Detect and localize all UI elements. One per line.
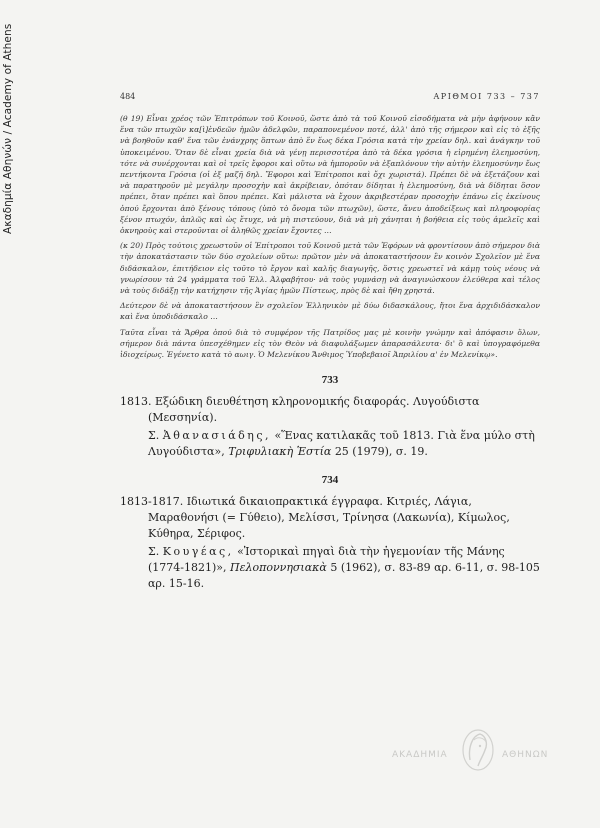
athena-seal-icon bbox=[458, 726, 498, 778]
entry-reference bbox=[120, 544, 540, 592]
quote-paragraph: (θ 19) Εἶναι χρέος τῶν Ἐπιτρόπων τοῦ Κοινοῦ, ὥστε ἀπὸ τὰ τοῦ Κοινοῦ εἰσοδήματα νὰ μὴν ἀφήνουν κἂν ἕνα τῶν πτωχῶν κα[ὶ]ἐνδεῶν ἡμῶν ἀδελφῶν, παραπονεμένον ποτέ, ἀλλ' ἀπὸ τῆς σήμερον καὶ εἰς τὸ ἑξῆς νὰ βοηθοῦν καθ' ἕνα τῶν ἐνάνχρης ὅπτων ἀπὸ ἕν ἕως δέκα Γρόσια κατὰ τὴν χρείαν δηλ. καὶ ἀνάγκην τοῦ ὑποκειμένου. Ὅταν δὲ εἶναι χρεία διὰ νὰ γένῃ περισσοτέρα ἀπὸ τὰ δέκα γρόσια ἡ εἰρημένη ἐλεημοσύνη, τότε νὰ συνέρχονται καὶ οἱ τρεῖς ἔφοροι καὶ οὕτω νὰ ἠμποροῦν νὰ ἐξαπλόνουν τὴν αὐτὴν ἐλεημοσύνην ἕως πεντήκοντα Γρόσια (οἱ ἐξ μαζῆ δηλ. Ἔφοροι καὶ Ἐπίτροποι καὶ ὄχι χωριστά). Πρέπει δὲ νὰ ἐξετάζουν καὶ νὰ παρατηροῦν μὲ μεγάλην προσοχὴν καὶ ἀκρίβειαν, ὁπόταν δίδηται ἡ ἐλεημοσύνη, διὰ νὰ δίδηται ὅσον πρέπει, ὅταν πρέπει καὶ ὅπου πρέπει. Καὶ μάλιστα νὰ ἔχουν ἀκριβεστέραν προσοχὴν ἐπάνω εἰς ἐκείνους ὁπού ἔρχονται ἀπὸ ξένους τόπους (ὑπὸ τὸ ὄνομα τῶν πτωχῶν), ὥστε, ἄνευ ἀποδείξεως καὶ πληροφορίας ξένον πτωχόν, ἁπλῶς καὶ ὡς ἔτυχε, νὰ μὴ πιστεύουν, διὰ νὰ μὴ χάνηται ἡ βοήθεια εἰς τοὺς ἀμελεῖς καὶ ὀκνηροὺς καὶ στεροῦνται οἱ ἀληθῶς χρείαν ἔχοντες … bbox=[120, 114, 540, 236]
ref-title: «Ἱστορικαὶ πηγαὶ διὰ τὴν ἡγεμονίαν τῆς Μάνης (1774-1821)», bbox=[148, 545, 505, 575]
quote-paragraph: Ταῦτα εἶναι τὰ Ἄρθρα ὁπού διὰ τὸ συμφέρον τῆς Πατρίδος μας μὲ κοινὴν γνώμην καὶ ἀπόφασιν ὅλων, σήμερον διὰ πάντα ὑπεσχέθημεν εἰς τὸν Θεὸν νὰ διαφυλάξωμεν ἀπαρασάλευτα· δι' ὃ καὶ ὑπογραφόμεθα ἰδιοχείρως. Ἐγένετο κατὰ τὸ αωιγ. Ὁ Μελενίκου Ἄνθιμος Ὑποβεβαιοῖ Ἀπριλίου α' ἐν Μελενίκῳ». bbox=[120, 327, 540, 360]
entry-number: 734 bbox=[321, 474, 339, 487]
watermark-left-text: ΑΚΑΔΗΜΙΑ bbox=[392, 750, 448, 760]
ref-prefix: Σ. bbox=[148, 545, 160, 559]
running-title: ΑΡΙΘΜΟΙ 733 – 737 bbox=[433, 92, 540, 101]
watermark-right-text: ΑΘΗΝΩΝ bbox=[502, 750, 549, 760]
entry-description: 1813-1817. Ιδιωτικά δικαιοπρακτικά έγγραφα. Κιτριές, Λάγια, Μαραθονήσι (= Γύθειο), Μελίσσι, Τρίνησα (Λακωνία), Κίμωλος, Κύθηρα, Σέριφος. bbox=[120, 495, 510, 541]
document-page bbox=[120, 92, 540, 592]
ref-rest: 5 (1962), σ. 83-89 αρ. 6-11, σ. 98-105 αρ. 15-16. bbox=[148, 561, 540, 591]
ref-rest: 25 (1979), σ. 19. bbox=[334, 445, 428, 459]
page-number: 484 bbox=[120, 92, 136, 101]
academy-watermark bbox=[392, 722, 552, 782]
page-header bbox=[120, 92, 540, 101]
entry-reference bbox=[120, 428, 540, 460]
ref-journal: Τριφυλιακὴ Ἑστία bbox=[228, 445, 332, 459]
entry-description: 1813. Εξώδικη διευθέτηση κληρονομικής διαφοράς. Λυγούδιστα (Μεσσηνία). bbox=[120, 395, 480, 425]
ref-author: Ἀθανασιάδης, bbox=[162, 429, 272, 443]
ref-journal: Πελοποννησιακὰ bbox=[230, 561, 327, 575]
archive-side-label: Ακαδημία Αθηνών / Academy of Athens bbox=[2, 24, 14, 235]
ref-title: «Ἕνας κατιλακᾶς τοῦ 1813. Γιὰ ἕνα μύλο στὴ Λυγούδιστα», bbox=[148, 429, 535, 459]
entry-number: 733 bbox=[321, 374, 339, 387]
quote-paragraph: (κ 20) Πρὸς τούτοις χρεωστοῦν οἱ Ἐπίτροποι τοῦ Κοινοῦ μετὰ τῶν Ἐφόρων νὰ φροντίσουν ἀπὸ σήμερον διὰ τὴν ἀποκατάστασιν τῶν δύο σχολείων οὕτω: πρῶτον μὲν νὰ ἀποκαταστήσουν ἓν κοινὸν Σχολεῖον μὲ ἕνα διδάσκαλον, ἐπιτήδειον εἰς τοῦτο τὸ ἔργον καὶ καλῆς διαγωγῆς, ὅστις χρεωστεῖ νὰ κάμῃ τοὺς νέους νὰ γνωρίσουν τὰ 24 γράμματα τοῦ Ἑλλ. Ἀλφαβήτου· νὰ τοὺς γυμνάσῃ νὰ ἀναγινώσκουν ἐλεύθερα καὶ τέλος νὰ τοὺς διδάξῃ τὴν κατήχησιν τῆς Ἁγίας ἡμῶν Πίστεως, πρὸς δὲ καὶ ἤθη χρηστά. bbox=[120, 241, 540, 296]
quote-paragraph: Δεύτερον δὲ νὰ ἀποκαταστήσουν ἓν σχολεῖον Ἑλληνικὸν μὲ δύω διδασκάλους, ἤτοι ἕνα ἀρχιδιδάσκαλον καὶ ἕνα ὑποδιδάσκαλο … bbox=[120, 301, 540, 322]
ref-author: Κουγέας, bbox=[162, 545, 234, 559]
ref-prefix: Σ. bbox=[148, 429, 160, 443]
